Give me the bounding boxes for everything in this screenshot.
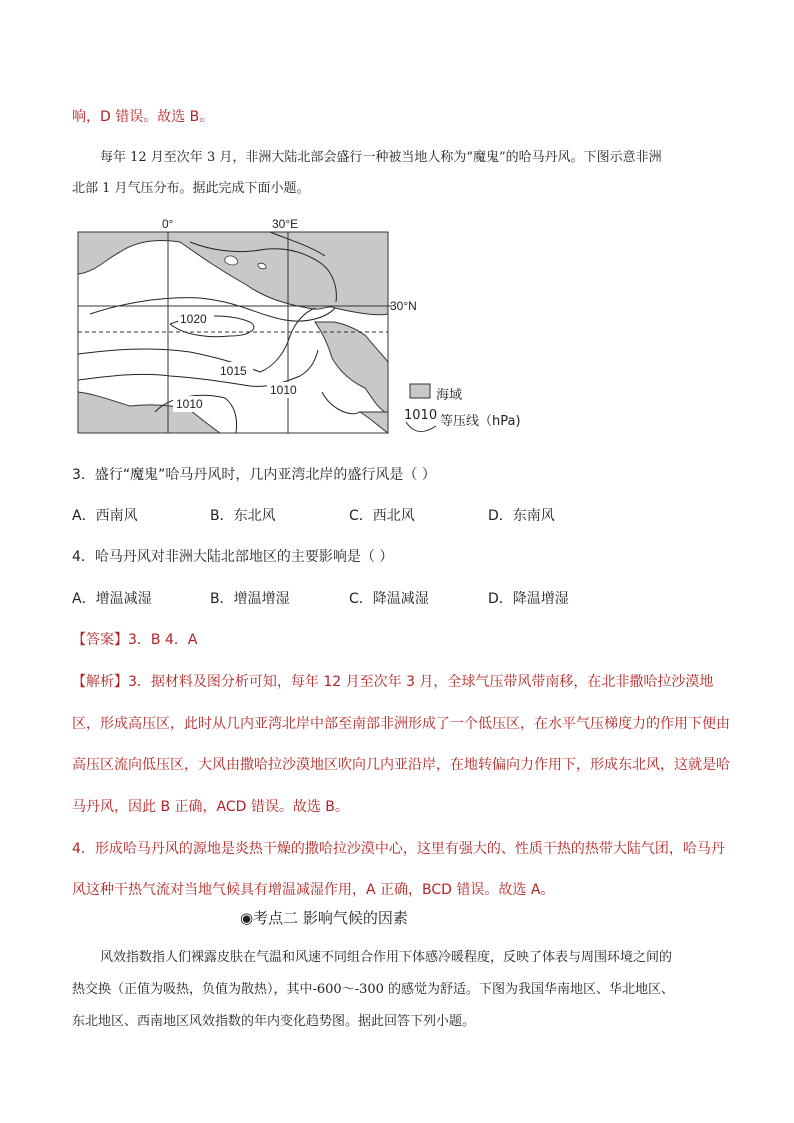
section-heading: ◉考点二 影响气候的因素 [240,909,408,927]
passage1-line2: 北部 1 月气压分布。据此完成下面小题。 [72,181,310,196]
legend-sea-swatch [410,384,430,398]
analysis-line-6: 风这种干热气流对当地气候具有增温减湿作用，A 正确，BCD 错误。故选 A。 [72,882,555,898]
answer-line: 【答案】3．B 4．A [72,632,198,648]
analysis-line-3: 高压区流向低压区，大风由撒哈拉沙漠地区吹向几内亚沿岸，在地转偏向力作用下，形成东北风，这就是哈 [72,757,730,773]
q3-stem: 3．盛行“魔鬼”哈马丹风时，几内亚湾北岸的盛行风是（ ） [72,467,436,483]
lat-label-30n: 30°N [390,299,417,313]
lon-label-0: 0° [162,217,174,231]
isobar-label-1020: 1020 [180,312,207,326]
q4-option-b[interactable]: B．增温增湿 [210,591,290,607]
analysis-line-5: 4．形成哈马丹风的源地是炎热干燥的撒哈拉沙漠中心，这里有强大的、性质干热的热带大陆气团，哈马丹 [72,841,725,857]
analysis-line-1: 【解析】3．据材料及图分析可知，每年 12 月至次年 3 月，全球气压带风带南移，在北非撒哈拉沙漠地 [72,674,714,690]
q4-option-d[interactable]: D．降温增湿 [488,591,569,607]
q3-option-b[interactable]: B．东北风 [210,508,276,524]
q4-option-c[interactable]: C．降温减湿 [349,591,429,607]
q3-option-d[interactable]: D．东南风 [488,508,555,524]
passage1-line1: 每年 12 月至次年 3 月，非洲大陆北部会盛行一种被当地人称为“魔鬼”的哈马丹风。下图示意非洲 [100,150,662,165]
lon-label-30e: 30°E [272,217,299,231]
legend-isobar-value: 1010 [404,408,438,423]
map-body [78,232,392,433]
analysis-line-2: 区，形成高压区，此时从几内亚湾北岸中部至南部非洲形成了一个低压区，在水平气压梯度力的作用下便由 [72,716,730,732]
passage2-line2: 热交换（正值为吸热，负值为散热），其中-600～-300 的感觉为舒适。下图为我国华南地区、华北地区、 [72,982,675,997]
legend-isobar-line [404,418,440,436]
isobar-label-1010-a: 1010 [270,383,297,397]
q4-stem: 4．哈马丹风对非洲大陆北部地区的主要影响是（ ） [72,549,394,565]
isobar-label-1015: 1015 [220,364,247,378]
legend-isobar-label: 等压线（hPa) [440,414,521,429]
q4-option-a[interactable]: A．增温减湿 [72,591,152,607]
q3-option-a[interactable]: A．西南风 [72,508,138,524]
intro-tail: 响，D 错误。故选 B。 [72,109,214,125]
isobar-label-1010-b: 1010 [176,397,203,411]
passage2-line3: 东北地区、西南地区风效指数的年内变化趋势图。据此回答下列小题。 [72,1014,476,1029]
q3-option-c[interactable]: C．西北风 [349,508,415,524]
legend-sea-label: 海域 [436,388,463,403]
passage2-line1: 风效指数指人们裸露皮肤在气温和风速不同组合作用下体感冷暖程度，反映了体表与周围环境之间的 [100,950,673,965]
analysis-line-4: 马丹风，因此 B 正确，ACD 错误。故选 B。 [72,799,349,815]
pressure-map [60,212,440,438]
